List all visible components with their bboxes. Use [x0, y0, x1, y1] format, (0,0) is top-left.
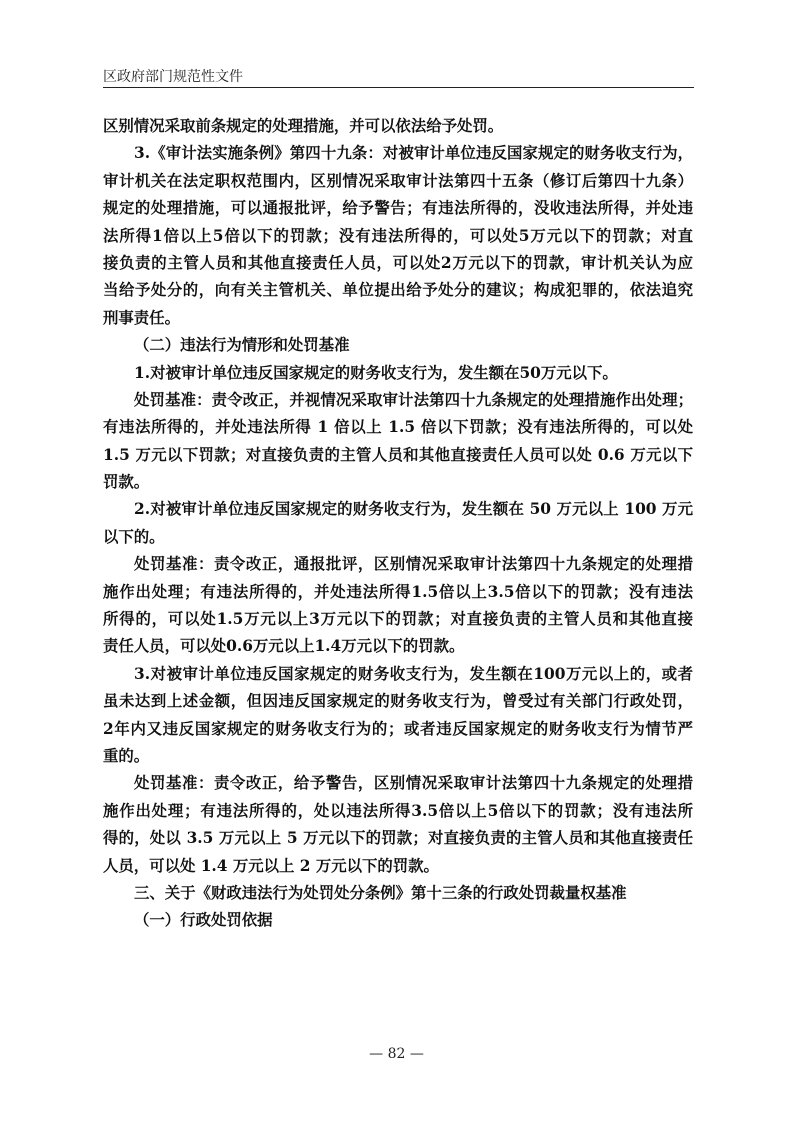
body-text-line: （二）违法行为情形和处罚基准: [134, 336, 350, 355]
document-body: [103, 113, 693, 935]
body-text-line: 审计机关在法定职权范围内，区别情况采取审计法第四十五条（修订后第四十九条）: [103, 171, 693, 190]
body-text-line: 规定的处理措施，可以通报批评，给予警告；有违法所得的，没收违法所得，并处违: [103, 199, 693, 218]
document-header: 区政府部门规范性文件: [103, 69, 243, 85]
body-text-line: 施作出处理；有违法所得的，并处违法所得1.5倍以上3.5倍以下的罚款；没有违法: [103, 582, 693, 601]
body-text-line: （一）行政处罚依据: [134, 911, 273, 930]
body-text-line: 刑事责任。: [103, 308, 180, 327]
body-text-line: 责任人员，可以处0.6万元以上1.4万元以下的罚款。: [103, 637, 465, 656]
header-divider: [103, 87, 694, 88]
body-text-line: 处罚基准：责令改正，通报批评，区别情况采取审计法第四十九条规定的处理措: [134, 555, 693, 574]
body-text-line: 区别情况采取前条规定的处理措施，并可以依法给予处罚。: [103, 117, 504, 135]
body-text-line: 以下的。: [103, 527, 165, 546]
body-text-line: 处罚基准：责令改正，并视情况采取审计法第四十九条规定的处理措施作出处理；: [134, 390, 693, 409]
body-text-line: 接负责的主管人员和其他直接责任人员，可以处2万元以下的罚款，审计机关认为应: [103, 253, 693, 272]
body-text-line: 有违法所得的，并处违法所得 1 倍以上 1.5 倍以下罚款；没有违法所得的，可以处: [103, 418, 693, 437]
body-text-line: 罚款。: [103, 473, 150, 492]
body-text-line: 重的。: [103, 746, 150, 765]
body-text-line: 所得的，可以处1.5万元以上3万元以下的罚款；对直接负责的主管人员和其他直接: [103, 610, 693, 629]
body-text-line: 3.《审计法实施条例》第四十九条：对被审计单位违反国家规定的财务收支行为，: [134, 144, 693, 163]
body-text-line: 三、关于《财政违法行为处罚处分条例》第十三条的行政处罚裁量权基准: [134, 883, 627, 902]
body-text-line: 当给予处分的，向有关主管机关、单位提出给予处分的建议；构成犯罪的，依法追究: [103, 281, 693, 300]
body-text-line: 3.对被审计单位违反国家规定的财务收支行为，发生额在100万元以上的，或者: [134, 664, 693, 683]
body-text-line: 1.对被审计单位违反国家规定的财务收支行为，发生额在50万元以下。: [134, 363, 618, 382]
body-text-line: 施作出处理；有违法所得的，处以违法所得3.5倍以上5倍以下的罚款；没有违法所: [103, 801, 693, 820]
page-number: — 82 —: [369, 1046, 424, 1062]
body-text-line: 处罚基准：责令改正，给予警告，区别情况采取审计法第四十九条规定的处理措: [134, 774, 693, 793]
body-text-line: 人员，可以处 1.4 万元以上 2 万元以下的罚款。: [103, 856, 439, 875]
body-text-line: 法所得1倍以上5倍以下的罚款；没有违法所得的，可以处5万元以下的罚款；对直: [103, 226, 693, 245]
body-text-line: 1.5 万元以下罚款；对直接负责的主管人员和其他直接责任人员可以处 0.6 万元以下: [103, 445, 693, 464]
body-text-line: 2年内又违反国家规定的财务收支行为的；或者违反国家规定的财务收支行为情节严: [103, 719, 693, 738]
body-text-line: 虽未达到上述金额，但因违反国家规定的财务收支行为，曾受过有关部门行政处罚，: [103, 692, 693, 711]
body-text-line: 2.对被审计单位违反国家规定的财务收支行为，发生额在 50 万元以上 100 万元: [134, 500, 693, 519]
body-text-line: 得的，处以 3.5 万元以上 5 万元以下的罚款；对直接负责的主管人员和其他直接责任: [103, 829, 693, 848]
